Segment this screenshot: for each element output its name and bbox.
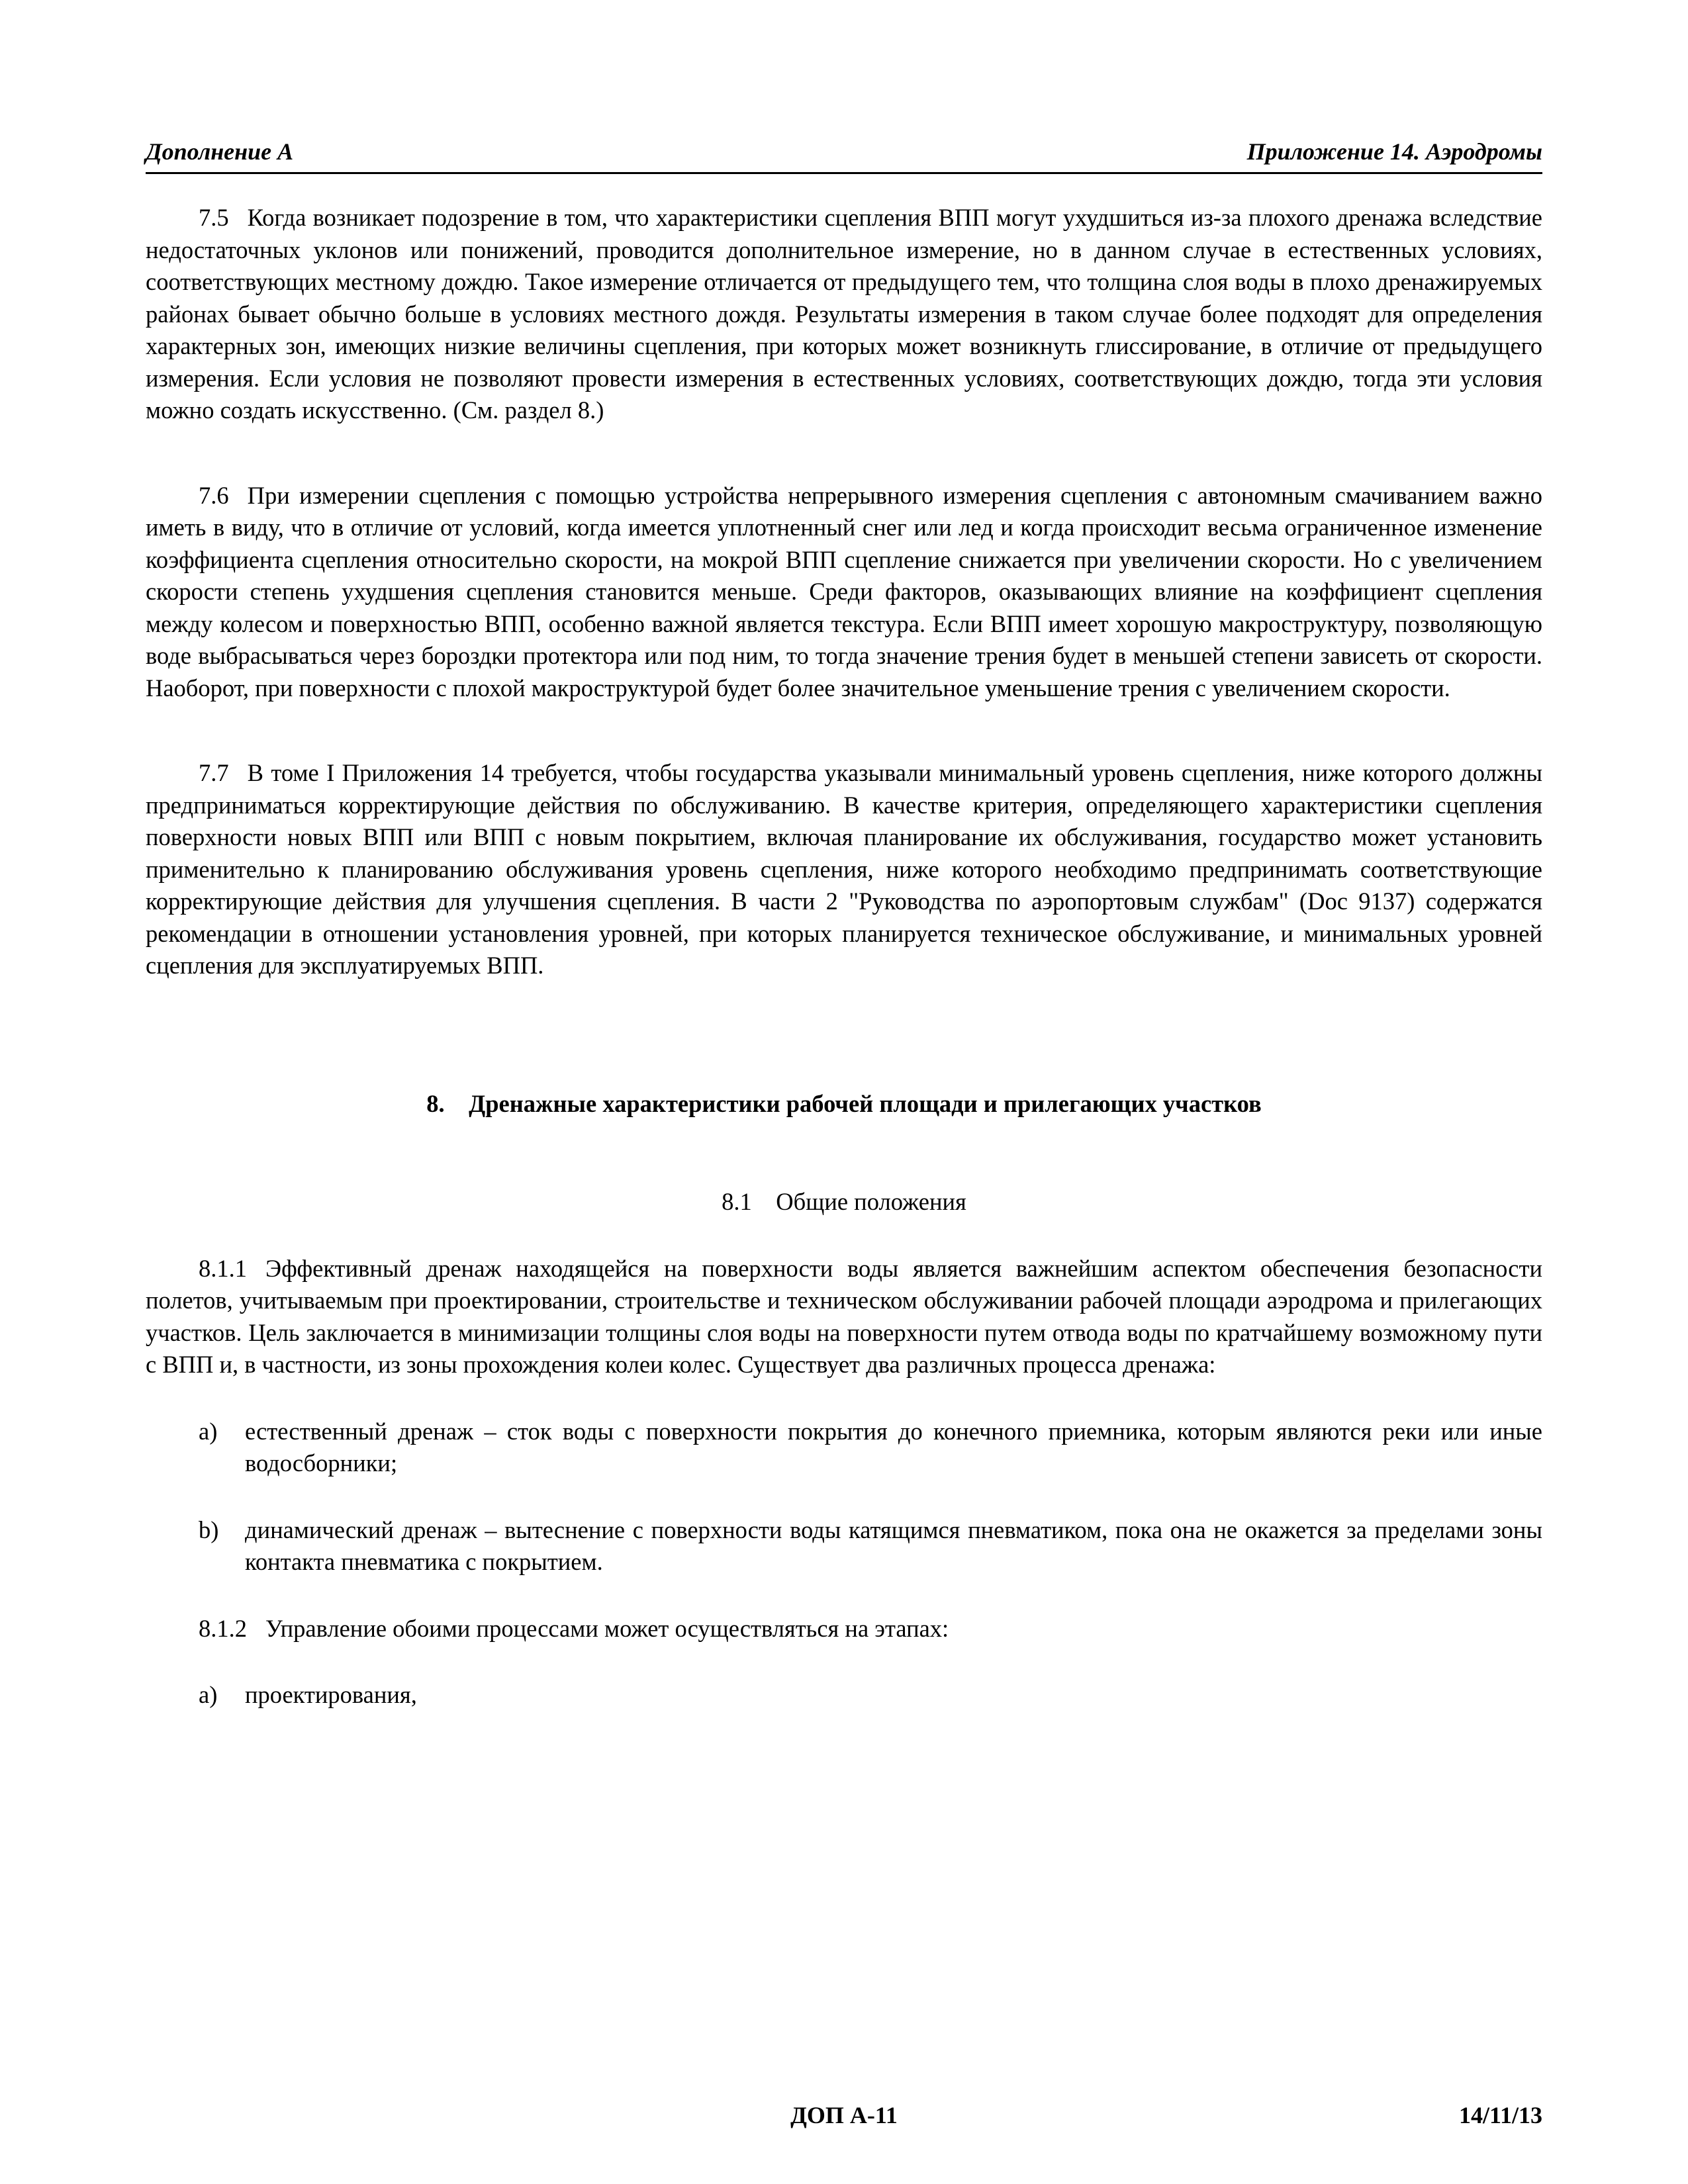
header-right: Приложение 14. Аэродромы <box>1246 138 1542 165</box>
section-number: 8. <box>426 1089 445 1117</box>
paragraph-7-7 <box>146 757 1542 982</box>
page-number: ДОП А-11 <box>790 2102 898 2128</box>
subsection-title-text: Общие положения <box>776 1188 966 1215</box>
paragraph-number: 8.1.2 <box>199 1614 247 1642</box>
paragraph-text: В томе I Приложения 14 требуется, чтобы государства указывали минимальный уровень сцепления, ниже которого должны предприниматься корректирующие действия по обслуживанию. В качестве критерия, определяющего характеристики сцепления поверхности новых ВПП или ВПП с новым покрытием, включая планирование их обслуживания, государство может установить применительно к планированию обслуживания уровень сцепления, ниже которого необходимо предпринимать соответствующие корректирующие действия для улучшения сцепления. В части 2 "Руководства по аэропортовым службам" (Doc 9137) содержатся рекомендации в отношении установления уровней, при которых планируется техническое обслуживание, и минимальных уровней сцепления для эксплуатируемых ВПП. <box>146 759 1542 979</box>
paragraph-number: 8.1.1 <box>199 1254 247 1282</box>
list-item-text: динамический дренаж – вытеснение с поверхности воды катящимся пневматиком, пока она не окажется за пределами зоны контакта пневматика с покрытием. <box>245 1516 1542 1575</box>
list-item-text: естественный дренаж – сток воды с поверхности покрытия до конечного приемника, которым являются реки или иные водосборники; <box>245 1417 1542 1477</box>
section-title-text: Дренажные характеристики рабочей площади и прилегающих участков <box>469 1089 1262 1117</box>
paragraph-7-5 <box>146 202 1542 427</box>
list-marker: b) <box>199 1516 219 1543</box>
paragraph-number: 7.7 <box>199 759 229 786</box>
list-item <box>146 1416 1542 1480</box>
page-body <box>146 202 1542 1711</box>
paragraph-text: Когда возникает подозрение в том, что характеристики сцепления ВПП могут ухудшиться из-за плохого дренажа вследствие недостаточных уклонов или понижений, проводится дополнительное измерение, но в данном случае в естественных условиях, соответствующих местному дождю. Такое измерение отличается от предыдущего тем, что толщина слоя воды в плохо дренажируемых районах бывает обычно больше в условиях местного дождя. Результаты измерения в таком случае более подходят для определения характерных зон, имеющих низкие величины сцепления, при которых может возникнуть глиссирование, в отличие от предыдущего измерения. Если условия не позволяют провести измерения в естественных условиях, соответствующих дождю, тогда эти условия можно создать искусственно. (См. раздел 8.) <box>146 204 1542 424</box>
subsection-number: 8.1 <box>722 1188 752 1215</box>
page-date: 14/11/13 <box>1458 2102 1542 2128</box>
paragraph-7-6 <box>146 480 1542 705</box>
paragraph-text: При измерении сцепления с помощью устройства непрерывного измерения сцепления с автономным смачиванием важно иметь в виду, что в отличие от условий, когда имеется уплотненный снег или лед и когда происходит весьма ограниченное изменение коэффициента сцепления относительно скорости, на мокрой ВПП сцепление снижается при увеличении скорости. Но с увеличением скорости степень ухудшения сцепления становится меньше. Среди факторов, оказывающих влияние на коэффициент сцепления между колесом и поверхностью ВПП, особенно важной является текстура. Если ВПП имеет хорошую макроструктуру, позволяющую воде выбрасываться через бороздки протектора или под ним, то тогда значение трения будет в меньшей степени зависеть от скорости. Наоборот, при поверхности с плохой макроструктурой будет более значительное уменьшение трения с увеличением скорости. <box>146 481 1542 702</box>
header-left: Дополнение А <box>146 138 294 165</box>
paragraph-text: Эффективный дренаж находящейся на поверхности воды является важнейшим аспектом обеспечения безопасности полетов, учитываемым при проектировании, строительстве и техническом обслуживании рабочей площади аэродрома и прилегающих участков. Цель заключается в минимизации толщины слоя воды на поверхности путем отвода воды по кратчайшему возможному пути с ВПП и, в частности, из зоны прохождения колеи колес. Существует два различных процесса дренажа: <box>146 1254 1542 1378</box>
list-marker: a) <box>199 1417 218 1445</box>
list-marker: a) <box>199 1681 218 1708</box>
list-item <box>146 1679 1542 1711</box>
paragraph-number: 7.6 <box>199 481 229 509</box>
paragraph-8-1-1 <box>146 1253 1542 1381</box>
section-8-1-title <box>146 1186 1542 1218</box>
page-header <box>146 132 1542 174</box>
list-item-text: проектирования, <box>245 1681 417 1708</box>
paragraph-text: Управление обоими процессами может осуществляться на этапах: <box>265 1614 949 1642</box>
paragraph-8-1-2 <box>146 1613 1542 1645</box>
list-item <box>146 1514 1542 1578</box>
paragraph-number: 7.5 <box>199 204 229 231</box>
section-8-title <box>146 1088 1542 1120</box>
